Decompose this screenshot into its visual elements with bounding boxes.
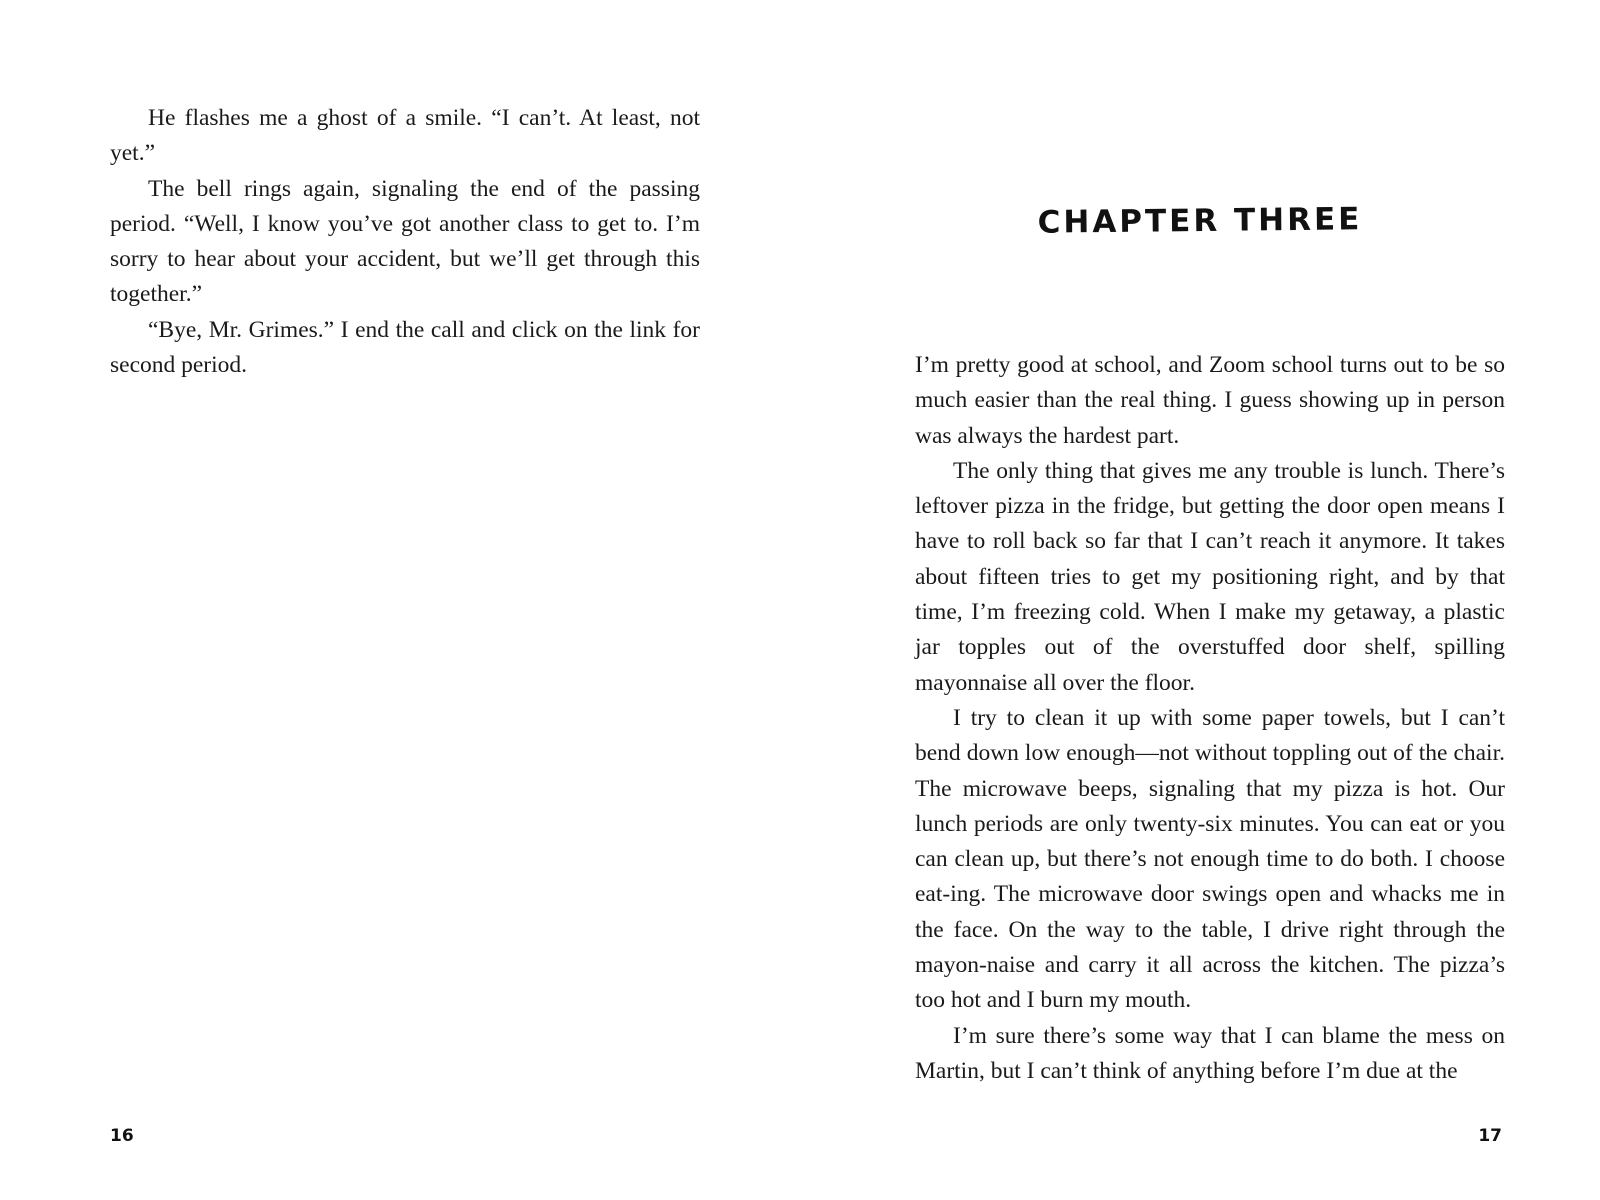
paragraph: I’m pretty good at school, and Zoom school turns out to be so much easier than the real thing. I guess showing up in person was always the hardest part. — [915, 352, 1505, 449]
right-page-body — [915, 348, 1505, 1089]
left-page-body — [110, 101, 700, 383]
chapter-title: CHAPTER THREE — [1037, 201, 1363, 241]
right-page — [800, 0, 1600, 1200]
paragraph: I’m sure there’s some way that I can blame the mess on Martin, but I can’t think of anything before I’m due at the — [915, 1022, 1505, 1084]
paragraph: “Bye, Mr. Grimes.” I end the call and click on the link for second period. — [110, 316, 700, 379]
paragraph: He flashes me a ghost of a smile. “I can’t. At least, not yet.” — [110, 105, 700, 167]
paragraph: The bell rings again, signaling the end of the passing period. “Well, I know you’ve got another class to get to. I’m sorry to hear about your accident, but we’ll get through this together.” — [110, 175, 700, 308]
paragraph: I try to clean it up with some paper towels, but I can’t bend down low enough—not without toppling out of the chair. The microwave beeps, signaling that my pizza is hot. Our lunch periods are only twenty-six minutes. You can eat or you can clean up, but there’s not enough time to do both. I choose eat-ing. The microwave door swings open and whacks me in the face. On the way to the table, I drive right through the mayon-naise and carry it all across the kitchen. The pizza’s too hot and I burn my mouth. — [915, 704, 1505, 1014]
page-number: 16 — [110, 1126, 134, 1146]
page-number: 17 — [1478, 1126, 1502, 1146]
paragraph: The only thing that gives me any trouble is lunch. There’s leftover pizza in the fridge, but getting the door open means I have to roll back so far that I can’t reach it anymore. It takes about fifteen tries to get my positioning right, and by that time, I’m freezing cold. When I make my getaway, a plastic jar topples out of the overstuffed door shelf, spilling mayonnaise all over the floor. — [915, 457, 1505, 696]
